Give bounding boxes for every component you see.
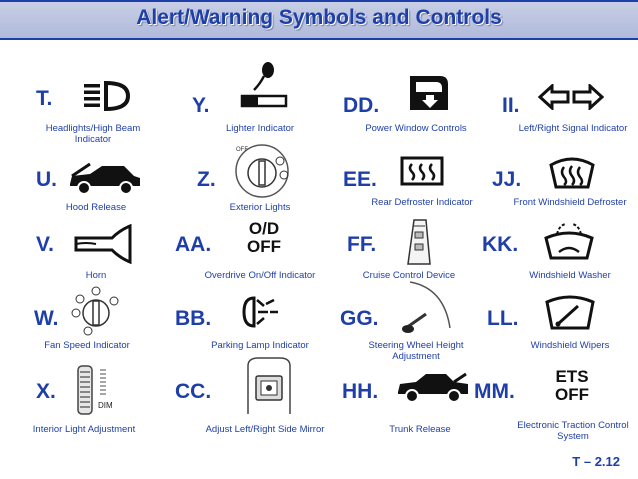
caption-horn: Horn <box>85 270 107 281</box>
caption-windshield-washer: Windshield Washer <box>529 270 611 281</box>
svg-text:OFF: OFF <box>236 147 248 153</box>
car-hood-icon <box>68 162 142 196</box>
item-letter-x: X. <box>36 380 56 403</box>
caption-parking-lamp: Parking Lamp Indicator <box>211 340 309 351</box>
front-defroster-icon <box>548 155 596 191</box>
fan-speed-dial-icon <box>66 285 126 339</box>
headlight-high-beam-icon <box>80 78 132 114</box>
turn-signal-arrows-icon <box>538 84 604 110</box>
lighter-icon <box>238 60 290 112</box>
item-letter-ff: FF. <box>347 233 377 256</box>
caption-hood-release: Hood Release <box>65 202 127 213</box>
caption-exterior-lights: Exterior Lights <box>229 202 291 213</box>
caption-traction-control: Electronic Traction Control System <box>517 420 629 442</box>
item-letter-mm: MM. <box>474 380 515 403</box>
overdrive-off-label: OFF <box>247 237 281 256</box>
item-letter-bb: BB. <box>175 307 212 330</box>
caption-cruise-control: Cruise Control Device <box>362 270 456 281</box>
title-top-rule <box>0 0 638 2</box>
caption-overdrive: Overdrive On/Off Indicator <box>204 270 316 281</box>
overdrive-off-text <box>236 220 292 256</box>
item-letter-t: T. <box>36 87 53 110</box>
interior-light-dimmer-icon <box>74 364 122 416</box>
item-letter-ee: EE. <box>343 168 377 191</box>
caption-lighter: Lighter Indicator <box>225 123 295 134</box>
caption-rear-defroster: Rear Defroster Indicator <box>371 197 473 208</box>
caption-front-defroster: Front Windshield Defroster <box>513 197 627 208</box>
item-letter-jj: JJ. <box>492 168 522 191</box>
power-window-icon <box>406 70 454 114</box>
cruise-control-stalk-icon <box>404 218 434 266</box>
mirror-adjust-icon <box>244 356 294 418</box>
item-letter-u: U. <box>36 168 57 191</box>
item-letter-hh: HH. <box>342 380 379 403</box>
ets-off-label: OFF <box>555 385 589 404</box>
caption-power-window: Power Window Controls <box>365 123 467 134</box>
steering-adjust-lever-icon <box>396 280 452 336</box>
caption-interior-light: Interior Light Adjustment <box>32 424 136 435</box>
rear-defroster-icon <box>398 154 446 192</box>
windshield-wiper-icon <box>544 294 596 334</box>
caption-mirror-adjust: Adjust Left/Right Side Mirror <box>205 424 325 435</box>
item-letter-v: V. <box>36 233 54 256</box>
item-letter-ll: LL. <box>487 307 519 330</box>
item-letter-aa: AA. <box>175 233 212 256</box>
item-letter-cc: CC. <box>175 380 212 403</box>
title-bottom-rule <box>0 38 638 40</box>
title-bar <box>0 0 638 40</box>
item-letter-dd: DD. <box>343 94 380 117</box>
item-letter-w: W. <box>34 307 59 330</box>
windshield-washer-icon <box>543 222 595 262</box>
item-letter-ii: II. <box>502 94 520 117</box>
item-letter-kk: KK. <box>482 233 519 256</box>
car-trunk-icon <box>396 370 470 404</box>
page-title: Alert/Warning Symbols and Controls <box>136 6 502 29</box>
caption-windshield-wipers: Windshield Wipers <box>530 340 610 351</box>
ets-off-text <box>544 368 600 404</box>
caption-fan-speed: Fan Speed Indicator <box>44 340 130 351</box>
caption-turn-signal: Left/Right Signal Indicator <box>518 123 628 134</box>
caption-trunk-release: Trunk Release <box>389 424 451 435</box>
caption-headlights: Headlights/High Beam Indicator <box>45 123 141 145</box>
overdrive-od-label: O/D <box>248 219 280 238</box>
item-letter-z: Z. <box>197 168 216 191</box>
horn-icon <box>72 224 134 264</box>
slide-number: T – 2.12 <box>572 454 620 469</box>
caption-steering-height: Steering Wheel Height Adjustment <box>368 340 464 362</box>
ets-label: ETS <box>555 367 589 386</box>
item-letter-gg: GG. <box>340 307 379 330</box>
parking-lamp-icon <box>240 292 280 332</box>
dim-label: DIM <box>98 401 113 410</box>
light-switch-dial-icon <box>232 143 292 199</box>
item-letter-y: Y. <box>192 94 210 117</box>
